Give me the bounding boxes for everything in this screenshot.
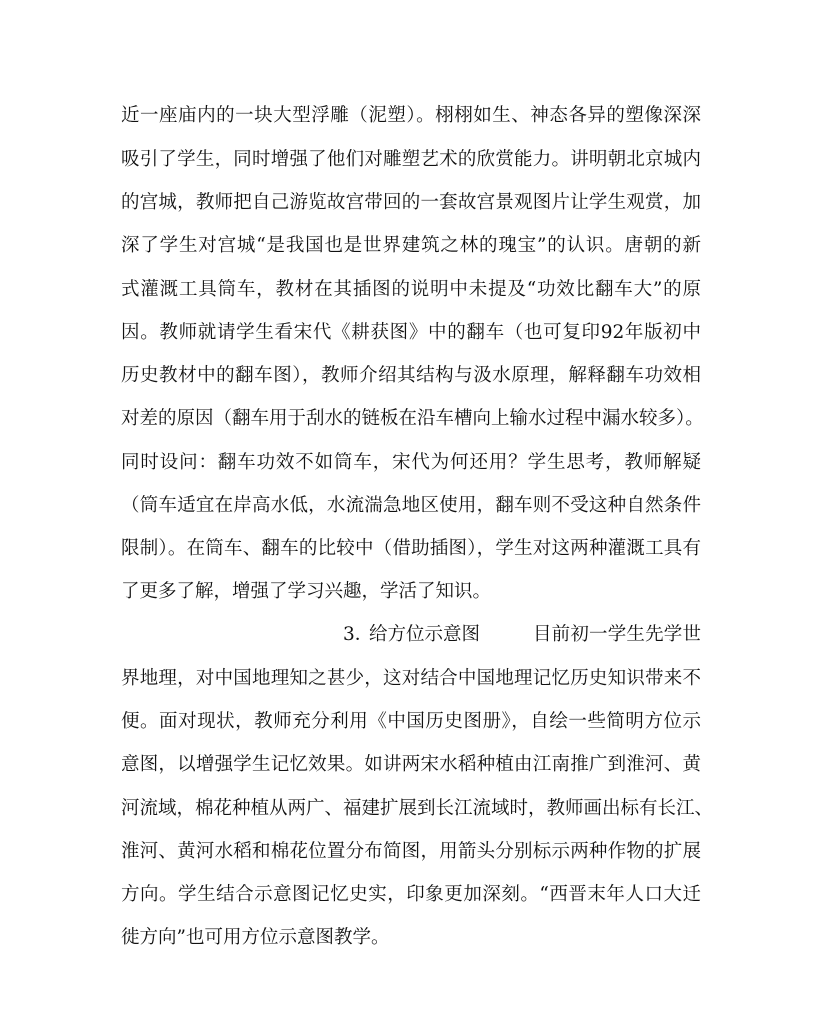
paragraph-1-line-2: 吸引了学生，同时增强了他们对雕塑艺术的欣赏能力。讲明朝北京城内 xyxy=(121,149,701,170)
section-3-line-2: 界地理，对中国地理知之甚少，这对结合中国地理记忆历史知识带来不 xyxy=(121,668,701,689)
paragraph-1-line-12: 了更多了解，增强了学习兴趣，学活了知识。 xyxy=(121,581,492,602)
paragraph-1-line-1: 近一座庙内的一块大型浮雕（泥塑）。栩栩如生、神态各异的塑像深深 xyxy=(121,105,701,126)
section-3-line-8: 徙方向”也可用方位示意图教学。 xyxy=(121,927,390,948)
section-3-line-3: 便。面对现状，教师充分利用《中国历史图册》，自绘一些简明方位示 xyxy=(121,711,701,732)
section-3-line-5: 河流域，棉花种植从两广、福建扩展到长江流域时，教师画出标有长江、 xyxy=(121,798,714,819)
section-title: 给方位示意图 xyxy=(369,624,481,645)
section-number: 3． xyxy=(343,624,374,645)
section-3-line-6: 淮河、黄河水稻和棉花位置分布简图，用箭头分别标示两种作物的扩展 xyxy=(121,841,701,862)
paragraph-1-line-11: 限制）。在筒车、翻车的比较中（借助插图），学生对这两种灌溉工具有 xyxy=(121,538,701,559)
paragraph-1-line-6: 因。教师就请学生看宋代《耕获图》中的翻车（也可复印92年版初中 xyxy=(121,322,701,343)
section-3-heading xyxy=(121,618,701,652)
paragraph-1-line-4: 深了学生对宫城“是我国也是世界建筑之林的瑰宝”的认识。唐朝的新 xyxy=(121,235,701,256)
paragraph-1-line-5: 式灌溉工具筒车，教材在其插图的说明中未提及“功效比翻车大”的原 xyxy=(121,279,701,300)
section-first-line-tail: 目前初一学生先学世 xyxy=(533,624,701,645)
paragraph-1-line-10: （筒车适宜在岸高水低，水流湍急地区使用，翻车则不受这种自然条件 xyxy=(121,495,701,516)
paragraph-1-line-9: 同时设问：翻车功效不如筒车，宋代为何还用？学生思考，教师解疑 xyxy=(121,452,701,473)
paragraph-1-line-7: 历史教材中的翻车图），教师介绍其结构与汲水原理，解释翻车功效相 xyxy=(121,365,701,386)
paragraph-1-line-3: 的宫城，教师把自己游览故宫带回的一套故宫景观图片让学生观赏，加 xyxy=(121,192,701,213)
section-3-line-4: 意图，以增强学生记忆效果。如讲两宋水稻种植由江南推广到淮河、黄 xyxy=(121,754,701,775)
section-3-line-7: 方向。学生结合示意图记忆史实，印象更加深刻。“西晋末年人口大迁 xyxy=(121,884,701,905)
paragraph-1-line-8: 对差的原因（翻车用于刮水的链板在沿车槽向上输水过程中漏水较多）。 xyxy=(121,408,704,429)
